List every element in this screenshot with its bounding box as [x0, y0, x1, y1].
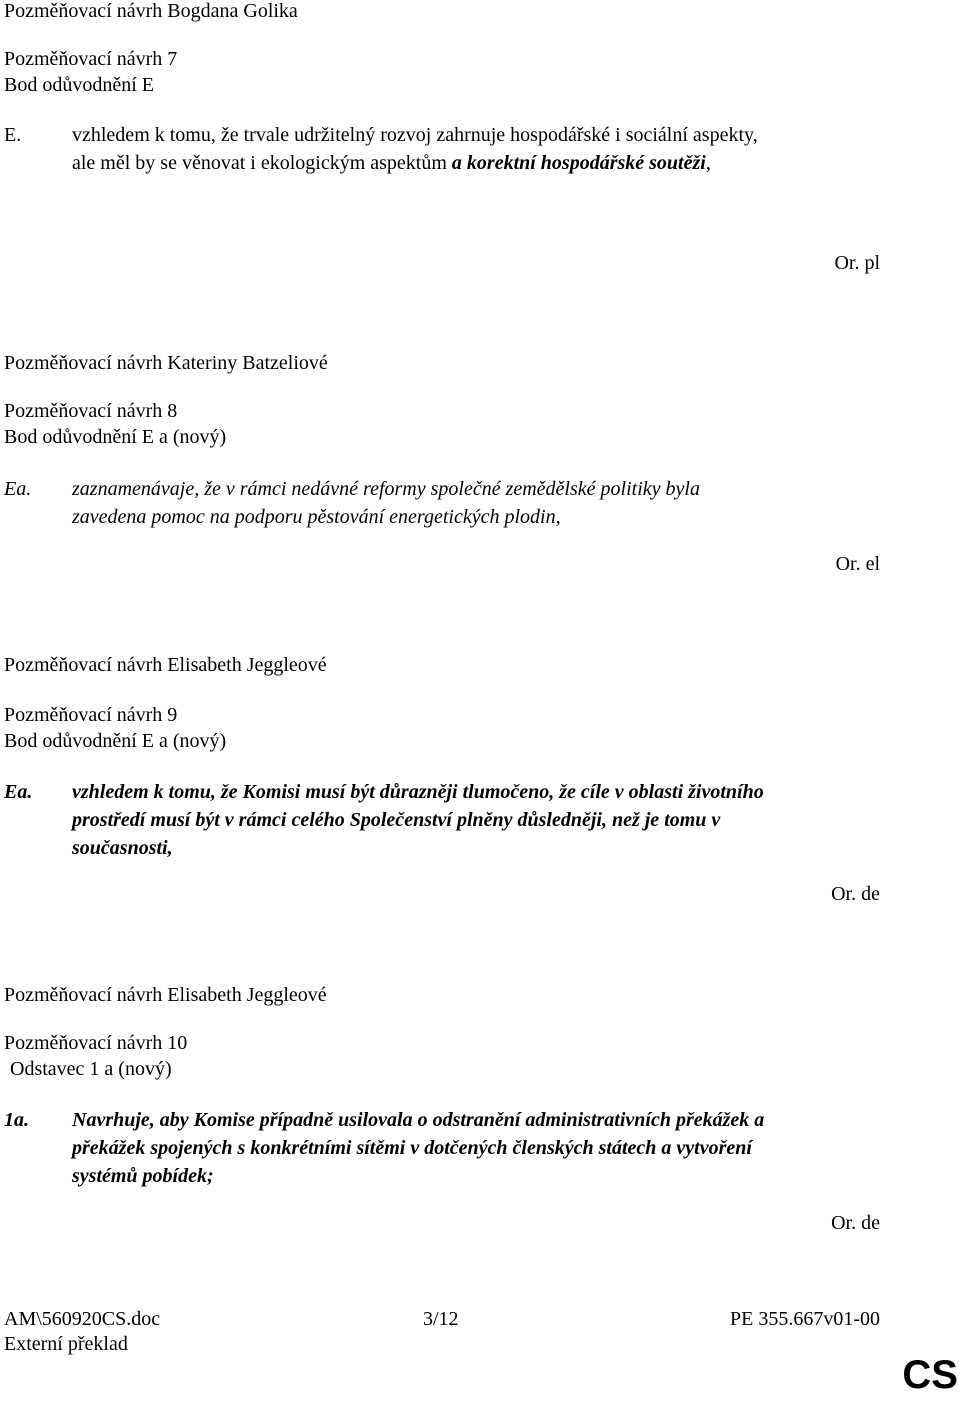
- origin-language: Or. pl: [834, 252, 880, 274]
- paragraph-line: překážek spojených s konkrétními sítěmi v dotčených členských státech a vytvoření: [72, 1137, 752, 1159]
- amendment-author: Pozměňovací návrh Elisabeth Jeggleové: [4, 654, 327, 676]
- amendment-number: Pozměňovací návrh 8: [4, 400, 178, 422]
- document-reference: AM\560920CS.doc: [4, 1308, 161, 1330]
- recital-label: Ea.: [4, 478, 32, 500]
- recital-line: zavedena pomoc na podporu pěstování energetických plodin,: [72, 506, 561, 528]
- recital-line: prostředí musí být v rámci celého Společenství plněny důsledněji, než je tomu v: [72, 809, 721, 831]
- amendment-number: Pozměňovací návrh 7: [4, 48, 178, 70]
- recital-line: vzhledem k tomu, že Komisi musí být důrazněji tlumočeno, že cíle v oblasti životního: [72, 781, 764, 803]
- amendment-author: Pozměňovací návrh Kateriny Batzeliové: [4, 352, 328, 374]
- recital-line: [72, 149, 758, 177]
- recital-line-end: ,: [705, 152, 711, 174]
- paragraph-text: [72, 1106, 764, 1190]
- recital-line-plain: ale měl by se věnovat i ekologickým aspektům: [72, 152, 452, 174]
- paragraph-line: Navrhuje, aby Komise případně usilovala o odstranění administrativních překážek a: [72, 1109, 765, 1131]
- recital-label: Ea.: [4, 781, 33, 803]
- amendment-author: Pozměňovací návrh Elisabeth Jeggleové: [4, 984, 327, 1006]
- amendment-target: Odstavec 1 a (nový): [10, 1058, 172, 1080]
- recital-text: [72, 475, 700, 531]
- recital-line: zaznamenávaje, že v rámci nedávné reformy společné zemědělské politiky byla: [72, 478, 700, 500]
- recital-text: [72, 121, 758, 177]
- amendment-target: Bod odůvodnění E: [4, 74, 154, 96]
- origin-language: Or. el: [835, 553, 880, 575]
- page-number: 3/12: [423, 1308, 459, 1330]
- amendment-author: Pozměňovací návrh Bogdana Golika: [4, 0, 298, 22]
- language-code: CS: [902, 1353, 958, 1397]
- origin-language: Or. de: [831, 883, 880, 905]
- recital-line: současnosti,: [72, 837, 173, 859]
- amendment-target: Bod odůvodnění E a (nový): [4, 426, 227, 448]
- recital-line: vzhledem k tomu, že trvale udržitelný rozvoj zahrnuje hospodářské i sociální aspekty,: [72, 124, 758, 146]
- origin-language: Or. de: [831, 1212, 880, 1234]
- recital-label: E.: [4, 124, 22, 146]
- recital-text: [72, 778, 764, 862]
- paragraph-label: 1a.: [4, 1109, 29, 1131]
- recital-line-emphasis: a korektní hospodářské soutěži: [451, 152, 706, 174]
- amendment-number: Pozměňovací návrh 10: [4, 1032, 188, 1054]
- amendment-number: Pozměňovací návrh 9: [4, 704, 178, 726]
- amendment-target: Bod odůvodnění E a (nový): [4, 730, 227, 752]
- paragraph-line: systémů pobídek;: [72, 1165, 214, 1187]
- translation-note: Externí překlad: [4, 1333, 128, 1355]
- pe-reference: PE 355.667v01-00: [730, 1308, 880, 1330]
